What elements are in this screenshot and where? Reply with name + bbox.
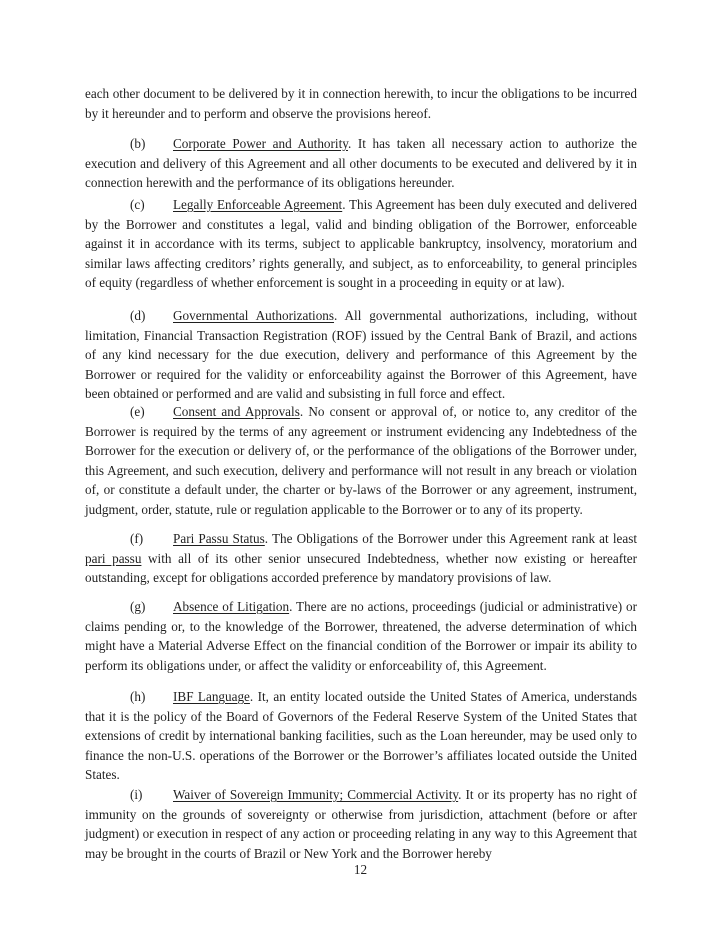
section-title: Consent and Approvals	[173, 404, 300, 419]
section-title: Corporate Power and Authority	[173, 136, 348, 151]
section-b	[85, 134, 637, 193]
section-label: (b)	[130, 136, 146, 151]
section-label: (f)	[130, 531, 144, 546]
section-body: . It has taken all necessary action to authorize the execution and delivery of this Agreement and all other documents to be executed and delivered by it in connection herewith and the performance of its obligations hereunder.	[85, 136, 637, 191]
section-label: (c)	[130, 197, 145, 212]
pari-passu-term: pari passu	[85, 550, 142, 566]
section-label: (e)	[130, 404, 145, 419]
section-body: . There are no actions, proceedings (judicial or administrative) or claims pending or, to the knowledge of the Borrower, threatened, the adverse determination of which might have a Material Adverse Effect on the financial condition of the Borrower or impair its ability to perform its obligations under, or affect the validity or enforceability of, this Agreement.	[85, 599, 637, 673]
intro-paragraph: each other document to be delivered by it in connection herewith, to incur the obligations to be incurred by it hereunder and to perform and observe the provisions hereof.	[85, 86, 637, 121]
section-body: . It, an entity located outside the United States of America, understands that it is the policy of the Board of Governors of the Federal Reserve System of the United States that extensions of credit by international banking facilities, such as the Loan hereunder, may be used only to finance the non-U.S. operations of the Borrower or the Borrower’s affiliates located outside the United States.	[85, 689, 638, 783]
section-c	[85, 195, 637, 293]
section-title: IBF Language	[173, 689, 250, 704]
section-body: . This Agreement has been duly executed and delivered by the Borrower and constitutes a legal, valid and binding obligation of the Borrower, enforceable against it in accordance with its terms, subject to applicable bankruptcy, insolvency, moratorium and similar laws affecting creditors’ rights generally, and subject, as to enforceability, to general principles of equity (regardless of whether enforcement is sought in a proceeding in equity or at law).	[85, 197, 637, 291]
section-body: . The Obligations of the Borrower under this Agreement rank at least	[264, 531, 637, 546]
section-body: . All governmental authorizations, including, without limitation, Financial Transaction Registration (ROF) issued by the Central Bank of Brazil, and actions of any kind necessary for the due execution, delivery and performance of this Agreement by the Borrower or required for the validity or enforceability against the Borrower of this Agreement, have been obtained or performed and are valid and subsisting in full force and effect.	[85, 308, 637, 402]
section-label: (i)	[130, 787, 143, 802]
section-title: Pari Passu Status	[173, 531, 265, 546]
section-d	[85, 306, 637, 404]
section-title: Waiver of Sovereign Immunity; Commercial Activity	[173, 787, 459, 802]
section-g	[85, 597, 637, 675]
section-body-continued: with all of its other senior unsecured Indebtedness, whether now existing or hereafter outstanding, except for obligations accorded preference by mandatory provisions of law.	[85, 550, 637, 586]
section-title: Legally Enforceable Agreement	[173, 197, 343, 212]
section-i	[85, 785, 637, 863]
section-label: (d)	[130, 308, 146, 323]
section-h	[85, 687, 637, 785]
section-e	[85, 402, 637, 520]
section-title: Absence of Litigation	[173, 599, 290, 614]
page-number: 12	[353, 862, 368, 877]
section-label: (h)	[130, 689, 146, 704]
section-body: . No consent or approval of, or notice to, any creditor of the Borrower is required by the terms of any agreement or instrument evidencing any Indebtedness of the Borrower for the execution or delivery of, or the performance of the obligations of the Borrower under, this Agreement, and such execution, delivery and performance will not result in any breach or violation of, or constitute a default under, the charter or by-laws of the Borrower or any agreement, instrument, judgment, order, statute, rule or regulation applicable to the Borrower or to any of its property.	[85, 404, 637, 517]
section-body: . It or its property has no right of immunity on the grounds of sovereignty or otherwise from jurisdiction, attachment (before or after judgment) or execution in respect of any action or proceeding relating in any way to this Agreement that may be brought in the courts of Brazil or New York and the Borrower hereby	[85, 787, 637, 861]
section-f	[85, 529, 637, 588]
section-label: (g)	[130, 599, 146, 614]
section-title: Governmental Authorizations	[173, 308, 335, 323]
